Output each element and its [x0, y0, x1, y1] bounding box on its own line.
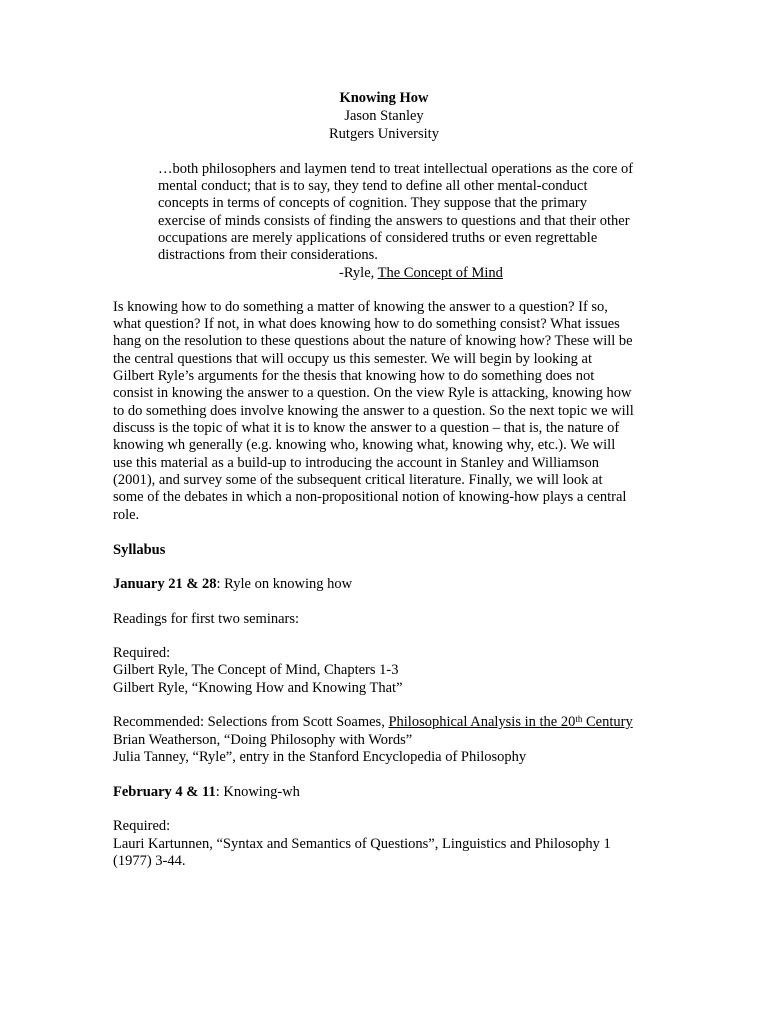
- intro-line: the central questions that will occupy us this semester. We will begin by looking at: [113, 351, 592, 367]
- intro-line: knowing wh generally (e.g. knowing who, knowing what, knowing why, etc.). We will: [113, 437, 616, 453]
- session-heading-week1: [113, 576, 352, 593]
- recommended-book-title: Philosophical Analysis in the 20th Century: [388, 714, 633, 730]
- epigraph-line: mental conduct; that is to say, they tend to define all other mental-conduct: [158, 178, 588, 194]
- reading-item: (1977) 3-44.: [113, 853, 186, 869]
- session-topic: : Ryle on knowing how: [216, 576, 353, 592]
- intro-line: discuss is the topic of what it is to know the answer to a question – that is, the nature of: [113, 420, 620, 436]
- reading-item: Lauri Kartunnen, “Syntax and Semantics of Questions”, Linguistics and Philosophy 1: [113, 836, 611, 852]
- epigraph-line: …both philosophers and laymen tend to treat intellectual operations as the core of: [158, 161, 634, 177]
- session-heading-week2: [113, 784, 300, 801]
- readings-intro: Readings for first two seminars:: [113, 611, 300, 627]
- recommended-prefix: Recommended: Selections from Scott Soames,: [113, 714, 389, 730]
- intro-line: hang on the resolution to these questions about the nature of knowing how? These will be: [113, 333, 633, 349]
- required-label: Required:: [113, 818, 171, 834]
- intro-line: use this material as a build-up to introducing the account in Stanley and Williamson: [113, 455, 600, 471]
- intro-line: role.: [113, 507, 140, 523]
- document-title: Knowing How: [339, 90, 429, 106]
- session-dates: January 21 & 28: [113, 576, 217, 592]
- intro-line: to do something does involve knowing the answer to a question. So the next topic we will: [113, 403, 634, 419]
- author-name: Jason Stanley: [344, 108, 424, 124]
- session-dates: February 4 & 11: [113, 784, 216, 800]
- epigraph-line: occupations are merely applications of considered truths or even regrettable: [158, 230, 598, 246]
- epigraph-line: exercise of minds consists of finding the answers to questions and that their other: [158, 213, 630, 229]
- author-affiliation: Rutgers University: [329, 126, 439, 142]
- recommended-line: [113, 714, 633, 731]
- intro-line: Gilbert Ryle’s arguments for the thesis that knowing how to do something does not: [113, 368, 595, 384]
- attribution-prefix: -Ryle,: [339, 265, 378, 281]
- epigraph-line: concepts in terms of concepts of cognition. They suppose that the primary: [158, 195, 587, 211]
- syllabus-heading: Syllabus: [113, 542, 166, 558]
- intro-line: what question? If not, in what does knowing how to do something consist? What issues: [113, 316, 620, 332]
- intro-line: consist in knowing the answer to a question. On the view Ryle is attacking, knowing how: [113, 385, 632, 401]
- required-label: Required:: [113, 645, 171, 661]
- session-topic: : Knowing-wh: [215, 784, 300, 800]
- intro-line: (2001), and survey some of the subsequent critical literature. Finally, we will look at: [113, 472, 603, 488]
- intro-line: Is knowing how to do something a matter of knowing the answer to a question? If so,: [113, 299, 608, 315]
- reading-item: Gilbert Ryle, The Concept of Mind, Chapters 1-3: [113, 662, 399, 678]
- intro-line: some of the debates in which a non-propositional notion of knowing-how plays a central: [113, 489, 627, 505]
- epigraph-attribution: [339, 265, 503, 282]
- reading-item: Julia Tanney, “Ryle”, entry in the Stanford Encyclopedia of Philosophy: [113, 749, 527, 765]
- reading-item: Brian Weatherson, “Doing Philosophy with Words”: [113, 732, 413, 748]
- attribution-book-title: The Concept of Mind: [377, 265, 503, 281]
- epigraph-line: distractions from their considerations.: [158, 247, 378, 263]
- reading-item: Gilbert Ryle, “Knowing How and Knowing That”: [113, 680, 403, 696]
